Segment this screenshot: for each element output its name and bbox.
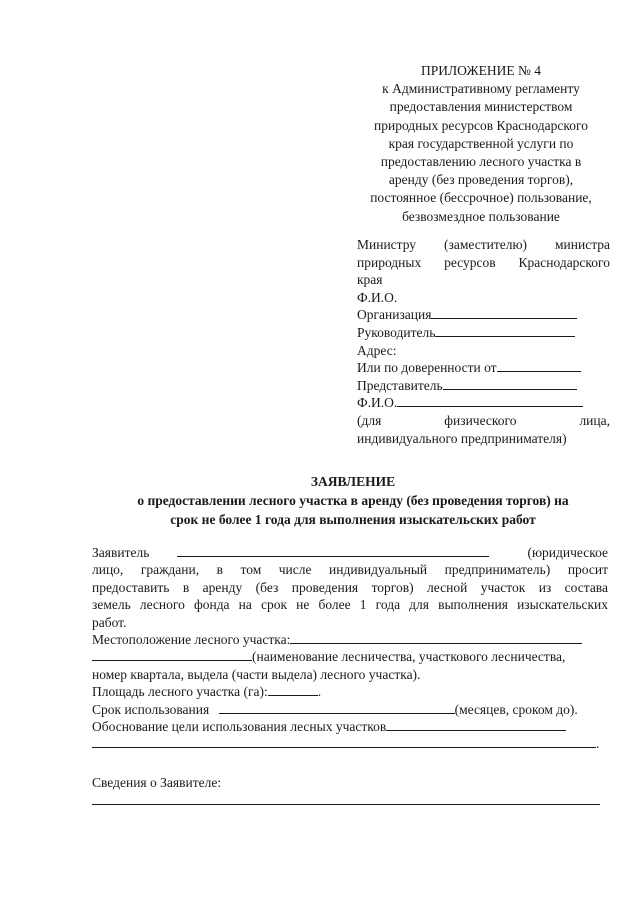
area-field[interactable] [268, 683, 318, 696]
addressee-note: (для физического лица, [357, 412, 610, 428]
organization-label: Организация [357, 307, 432, 323]
appendix-line: предоставлению лесного участка в [380, 154, 582, 170]
location-field[interactable] [290, 631, 582, 644]
appendix-line: природных ресурсов Краснодарского [374, 117, 588, 133]
address-label: Адрес: [357, 342, 397, 358]
title-subtitle: срок не более 1 года для выполнения изыскательских работ [170, 512, 536, 527]
fio2-row [357, 394, 610, 412]
proxy-label: Или по доверенности от [357, 360, 497, 376]
addressee-line: Министру (заместителю) министра [357, 237, 610, 252]
purpose-row-continued [92, 735, 608, 752]
applicant-info-label: Сведения о Заявителе: [92, 774, 222, 790]
document-title [88, 472, 618, 529]
applicant-info-field[interactable] [92, 791, 600, 805]
location-hint: (наименование лесничества, участкового лесничества, [252, 649, 566, 665]
addressee-line: природных ресурсов Краснодарского [357, 254, 610, 270]
area-end: . [317, 684, 322, 700]
application-body [92, 544, 608, 805]
paragraph-line: предоставить в аренду (без проведения торгов) лесной участок из состава [92, 579, 608, 595]
applicant-field[interactable] [177, 544, 489, 557]
organization-field[interactable] [431, 306, 577, 319]
appendix-line: края государственной услуги по [388, 135, 574, 151]
addressee-block [357, 236, 610, 447]
appendix-number: ПРИЛОЖЕНИЕ № 4 [420, 63, 542, 78]
proxy-row [357, 359, 610, 377]
appendix-line: к Административному регламенту [382, 81, 580, 97]
addressee-note: индивидуального предпринимателя) [357, 430, 567, 446]
term-row [92, 701, 608, 718]
representative-row [357, 377, 610, 395]
appendix-line: аренду (без проведения торгов), [388, 172, 574, 188]
representative-label: Представитель [357, 377, 443, 393]
location-hint-row [92, 648, 608, 665]
term-label: Срок использования [92, 701, 210, 717]
area-row [92, 683, 608, 700]
paragraph-line: земель лесного фонда на срок не более 1 года для выполнения изыскательских [92, 597, 608, 613]
appendix-line: постоянное (бессрочное) пользование, [370, 190, 592, 206]
term-hint: (месяцев, сроком до). [454, 701, 578, 717]
fio2-field[interactable] [397, 394, 583, 407]
purpose-row [92, 718, 608, 735]
applicant-row [92, 544, 608, 561]
applicant-label: Заявитель [92, 545, 150, 560]
appendix-header [345, 62, 617, 226]
title-subtitle: о предоставлении лесного участка в аренду (без проведения торгов) на [137, 493, 569, 508]
purpose-end: . [596, 736, 600, 752]
fio2-label: Ф.И.О. [357, 395, 398, 411]
addressee-line: края [357, 272, 383, 288]
location-row [92, 631, 608, 648]
representative-field[interactable] [443, 377, 577, 390]
fio-label: Ф.И.О. [357, 289, 398, 305]
location-label: Местоположение лесного участка: [92, 632, 291, 648]
organization-row [357, 306, 610, 324]
head-label: Руководитель [357, 324, 436, 340]
head-field[interactable] [435, 324, 575, 337]
head-row [357, 324, 610, 342]
proxy-date-field[interactable] [497, 359, 581, 372]
term-field[interactable] [219, 701, 455, 714]
purpose-label: Обоснование цели использования лесных участков [92, 719, 387, 735]
appendix-line: безвозмездное пользование [402, 208, 560, 224]
paragraph-line: работ. [92, 614, 127, 630]
purpose-field-continued[interactable] [92, 735, 596, 748]
area-label: Площадь лесного участка (га): [92, 684, 268, 700]
location-field-continued[interactable] [92, 648, 252, 661]
paragraph-line: лицо, граждани, в том числе индивидуальный предприниматель) просит [92, 562, 608, 578]
appendix-line: предоставления министерством [389, 99, 573, 115]
applicant-hint: (юридическое [527, 545, 608, 560]
purpose-field[interactable] [386, 718, 566, 731]
location-hint: номер квартала, выдела (части выдела) лесного участка). [92, 666, 421, 682]
title-main: ЗАЯВЛЕНИЕ [310, 474, 396, 489]
